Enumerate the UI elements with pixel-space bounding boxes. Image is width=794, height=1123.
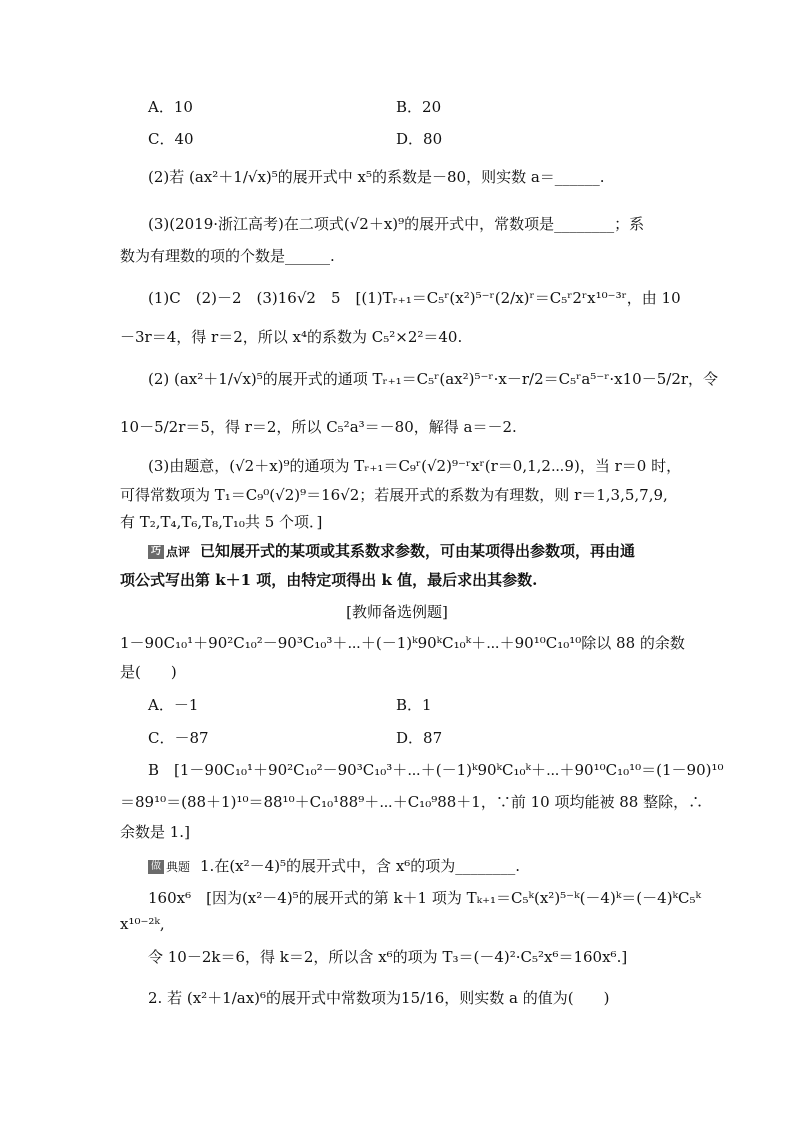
practice-tag-label: 典题 <box>166 860 191 874</box>
practice-q1-text: 1.在(x²－4)⁵的展开式中，含 x⁶的项为________. <box>200 857 521 875</box>
answer-1-line2: －3r＝4，得 r＝2，所以 x⁴的系数为 C₅²×2²＝40. <box>120 328 463 346</box>
practice-answer-1-line2: x¹⁰⁻²ᵏ, <box>120 915 165 933</box>
teacher-question-line1: 1－90C₁₀¹＋90²C₁₀²－90³C₁₀³＋⋯＋(－1)ᵏ90ᵏC₁₀ᵏ＋⋯＋90¹⁰C₁₀¹⁰除以 88 的余数 <box>120 634 685 652</box>
teacher-question-line2: 是( ) <box>120 663 177 681</box>
q1-option-d: D．80 <box>396 130 443 148</box>
answer-2-line2: 10－5/2r＝5，得 r＝2，所以 C₅²a³＝－80，解得 a＝－2. <box>120 418 517 436</box>
practice-tag-icon: 做 <box>148 860 164 874</box>
teacher-option-d: D．87 <box>396 729 443 747</box>
teacher-answer-line1: B [1－90C₁₀¹＋90²C₁₀²－90³C₁₀³＋⋯＋(－1)ᵏ90ᵏC₁₀ᵏ＋⋯＋90¹⁰C₁₀¹⁰＝(1－90)¹⁰ <box>148 761 724 779</box>
question-3-line2: 数为有理数的项的个数是______. <box>120 247 335 265</box>
answer-3-line1: (3)由题意，(√2＋x)⁹的通项为 Tᵣ₊₁＝C₉ʳ(√2)⁹⁻ʳxʳ(r＝0,1,2⋯9)，当 r＝0 时， <box>148 457 682 475</box>
practice-answer-1-line1: 160x⁶ [因为(x²－4)⁵的展开式的第 k＋1 项为 Tₖ₊₁＝C₅ᵏ(x²)⁵⁻ᵏ(－4)ᵏ＝(－4)ᵏC₅ᵏ <box>148 889 701 907</box>
practice-question-1 <box>148 855 680 878</box>
teacher-option-c: C．－87 <box>148 729 209 747</box>
q1-option-b: B．20 <box>396 98 442 116</box>
answer-3-line2: 可得常数项为 T₁＝C₉⁰(√2)⁹＝16√2；若展开式的系数为有理数，则 r＝1,3,5,7,9, <box>120 486 668 504</box>
teacher-option-a: A．－1 <box>148 696 199 714</box>
review-tag-icon: 巧 <box>148 545 164 559</box>
teacher-examples-title: [教师备选例题] <box>346 603 448 621</box>
question-2: (2)若 (ax²＋1/√x)⁵的展开式中 x⁵的系数是－80，则实数 a＝______. <box>148 168 605 186</box>
review-tag-label: 点评 <box>166 545 191 559</box>
practice-answer-1-line3: 令 10－2k＝6，得 k＝2，所以含 x⁶的项为 T₃＝(－4)²·C₅²x⁶＝160x⁶.] <box>148 948 628 966</box>
q1-option-c: C．40 <box>148 130 194 148</box>
answer-1-line1: (1)C (2)－2 (3)16√2 5 [(1)Tᵣ₊₁＝C₅ʳ(x²)⁵⁻ʳ(2/x)ʳ＝C₅ʳ2ʳx¹⁰⁻³ʳ，由 10 <box>148 289 681 307</box>
answer-2-line1: (2) (ax²＋1/√x)⁵的展开式的通项 Tᵣ₊₁＝C₅ʳ(ax²)⁵⁻ʳ·x－r/2＝C₅ʳa⁵⁻ʳ·x10－5/2r，令 <box>148 370 719 388</box>
teacher-answer-line2: ＝89¹⁰＝(88＋1)¹⁰＝88¹⁰＋C₁₀¹88⁹＋⋯＋C₁₀⁹88＋1，∵前 10 项均能被 88 整除，∴ <box>120 793 704 811</box>
review-text: 已知展开式的某项或其系数求参数，可由某项得出参数项，再由通 <box>200 542 636 560</box>
question-3-line1: (3)(2019·浙江高考)在二项式(√2＋x)⁹的展开式中，常数项是________；系 <box>148 215 645 233</box>
practice-question-2: 2. 若 (x²＋1/ax)⁶的展开式中常数项为15/16，则实数 a 的值为( ) <box>148 989 610 1007</box>
review-line1 <box>148 540 680 563</box>
teacher-answer-line3: 余数是 1.] <box>120 823 190 841</box>
q1-option-a: A．10 <box>148 98 193 116</box>
teacher-option-b: B．1 <box>396 696 432 714</box>
answer-3-line3: 有 T₂,T₄,T₆,T₈,T₁₀共 5 个项．] <box>120 513 323 531</box>
review-line2: 项公式写出第 k＋1 项，由特定项得出 k 值，最后求出其参数. <box>120 571 538 589</box>
